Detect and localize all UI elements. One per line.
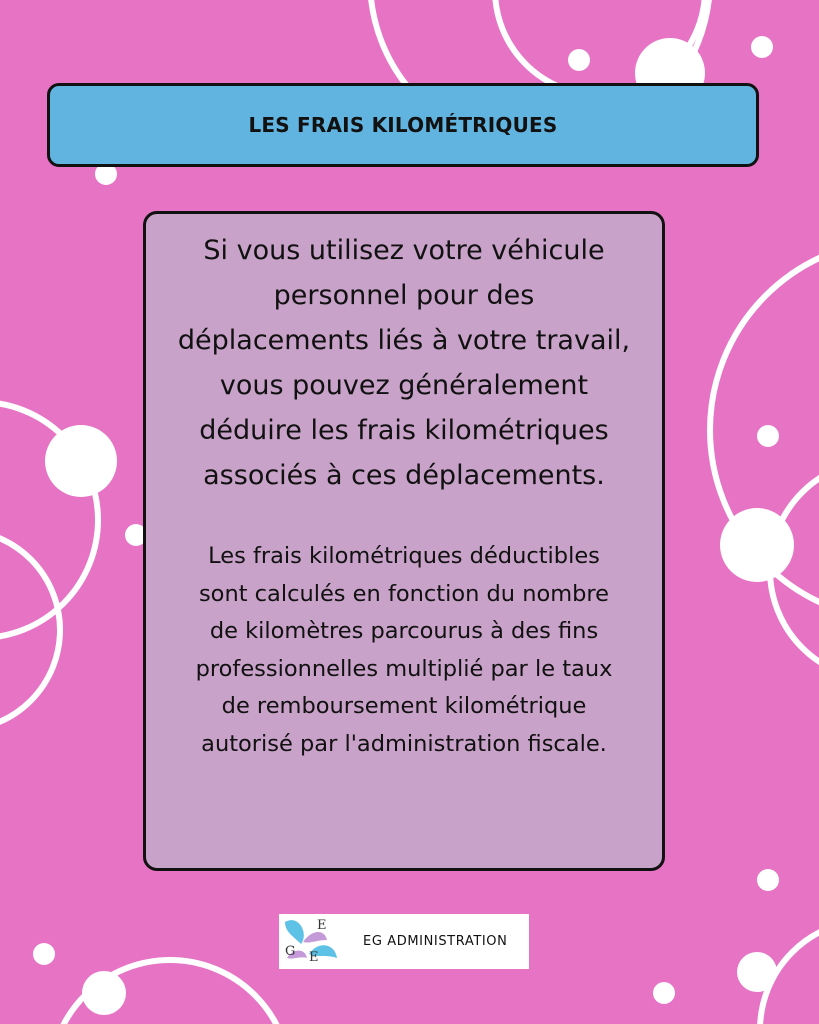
- text-line: autorisé par l'administration fiscale.: [201, 730, 607, 757]
- text-line: personnel pour des: [273, 280, 535, 311]
- text-line: déduire les frais kilométriques: [199, 415, 609, 446]
- text-line: associés à ces déplacements.: [203, 460, 605, 491]
- text-line: déplacements liés à votre travail,: [177, 325, 631, 356]
- deco-dot: [737, 952, 777, 992]
- text-line: professionnelles multiplié par le taux: [195, 655, 613, 682]
- text-line: vous pouvez généralement: [219, 370, 589, 401]
- deco-dot: [33, 943, 55, 965]
- text-line: sont calculés en fonction du nombre: [198, 580, 610, 607]
- deco-dot: [720, 508, 794, 582]
- deco-dot: [653, 982, 675, 1004]
- deco-dot: [568, 49, 590, 71]
- deco-dot: [757, 869, 779, 891]
- text-line: de kilomètres parcourus à des fins: [209, 618, 599, 644]
- brand-logo: [279, 914, 529, 969]
- logo-letter-e2: E: [309, 950, 319, 965]
- brand-name: EG ADMINISTRATION: [363, 934, 508, 949]
- deco-dot: [757, 425, 779, 447]
- logo-mark-icon: [279, 914, 341, 969]
- deco-dot: [45, 425, 117, 497]
- text-line: de remboursement kilométrique: [221, 693, 587, 719]
- text-line: Les frais kilométriques déductibles: [208, 543, 600, 569]
- text-line: Si vous utilisez votre véhicule: [203, 235, 605, 266]
- paragraph-intro: [154, 228, 654, 498]
- deco-dot: [751, 36, 773, 58]
- page-title: LES FRAIS KILOMÉTRIQUES: [248, 113, 558, 137]
- content-card: [143, 211, 665, 871]
- logo-letter-g: G: [285, 944, 296, 959]
- deco-dot: [82, 971, 126, 1015]
- title-banner: [47, 83, 759, 167]
- paragraph-detail: [154, 538, 654, 763]
- logo-letter-e: E: [317, 918, 327, 933]
